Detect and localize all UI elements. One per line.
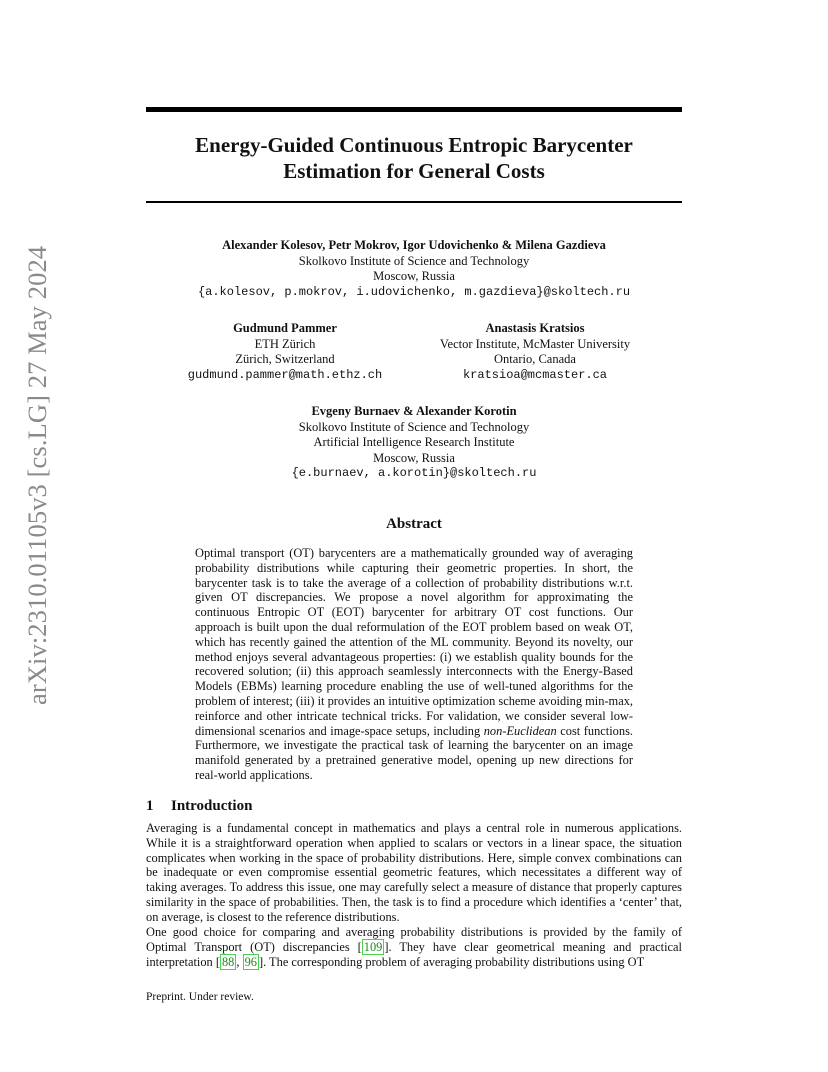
author-affiliation: Skolkovo Institute of Science and Technology [298,253,530,268]
citation-link[interactable]: 88 [221,954,235,969]
title-line-2: Estimation for General Costs [283,159,545,183]
intro-paragraph-1: Averaging is a fundamental concept in mathematics and plays a central role in numerous applications. While it is a straightforward operation when applied to scalars or vectors in a linear space, the situation complicates when working in the space of probability distributions. Here, simple convex combinations can be inadequate or even compromise essential geometric features, which necessitates a different way of taking averages. To address this issue, one may carefully select a measure of distance that properly captures similarity in the space of probabilities. Then, the task is to find a procedure which identifies a ‘center’ that, on average, is closest to the reference distributions. [146,821,682,924]
abstract-text-part: cost functions. Furthermore, we investigate the practical task of learning the barycenter on an image manifold generated by a pretrained generative model, opening up new directions for real-world applications. [195,723,633,782]
paper-title [146,132,682,184]
citation-link[interactable]: 96 [244,954,257,969]
abstract-text [195,546,633,783]
author-block-skoltech [146,238,682,300]
section-heading-introduction [146,798,252,815]
author-location: Ontario, Canada [494,352,576,366]
abstract-text-part: Optimal transport (OT) barycenters are a mathematically grounded way of averaging probability distributions while capturing their geometric properties. In short, the barycenter task is to take the average of a collection of probability distributions w.r.t. given OT discrepancies. We propose a novel algorithm for approximating the continuous Entropic OT (EOT) barycenter for arbitrary OT cost functions. Our approach is built upon the dual reformulation of the EOT problem based on weak OT, which has recently gained the attention of the ML community. Beyond its novelty, our method enjoys several advantageous properties: (i) we establish quality bounds for the recovered solution; (ii) this approach seamlessly interconnects with the Energy-Based Models (EBMs) learning procedure enabling the use of well-tuned algorithms for the problem of interest; (iii) it provides an intuitive optimization scheme avoiding min-max, reinforce and other intricate technical tricks. For validation, we consider several low-dimensional scenarios and image-space setups, including [195,546,633,738]
author-affiliation: ETH Zürich [254,336,316,351]
arxiv-identifier-stamp: arXiv:2310.01105v3 [cs.LG] 27 May 2024 [22,245,52,705]
author-names: Gudmund Pammer [233,321,337,335]
author-email: {a.kolesov, p.mokrov, i.udovichenko, m.gazdieva}@skoltech.ru [197,284,631,299]
section-number: 1 [146,798,154,814]
paragraph-text: ]. They have clear geometrical meaning and practical interpretation [ [146,939,682,969]
abstract-emphasis: non-Euclidean [483,723,557,738]
author-block-eth [160,321,410,383]
paragraph-text: ]. The corresponding problem of averaging probability distributions using OT [258,954,645,969]
author-names: Anastasis Kratsios [485,321,585,335]
section-title: Introduction [171,798,253,814]
author-email: {e.burnaev, a.korotin}@skoltech.ru [291,466,537,480]
citation-separator: , [236,954,243,969]
author-names: Alexander Kolesov, Petr Mokrov, Igor Udovichenko & Milena Gazdieva [222,238,606,252]
citation-link[interactable]: 109 [363,939,383,954]
author-block-vector [410,321,660,383]
author-location: Zürich, Switzerland [235,352,335,366]
author-block-airi [146,404,682,482]
author-affiliation-2: Artificial Intelligence Research Institute [313,435,515,449]
title-bottom-rule [146,201,682,203]
author-affiliation: Vector Institute, McMaster University [439,336,631,351]
author-email: kratsioa@mcmaster.ca [462,367,608,382]
author-location: Moscow, Russia [373,269,455,283]
author-names: Evgeny Burnaev & Alexander Korotin [311,404,517,418]
author-email: gudmund.pammer@math.ethz.ch [187,367,383,382]
title-top-rule [146,107,682,112]
footer-note: Preprint. Under review. [146,991,254,1003]
author-affiliation: Skolkovo Institute of Science and Technology [298,419,530,434]
intro-paragraph-2 [146,925,682,969]
title-line-1: Energy-Guided Continuous Entropic Barycenter [195,133,633,157]
paragraph-text: One good choice for comparing and averaging probability distributions is provided by the family of Optimal Transport (OT) discrepancies [ [146,925,682,954]
abstract-heading: Abstract [386,516,442,532]
author-location: Moscow, Russia [373,450,455,465]
